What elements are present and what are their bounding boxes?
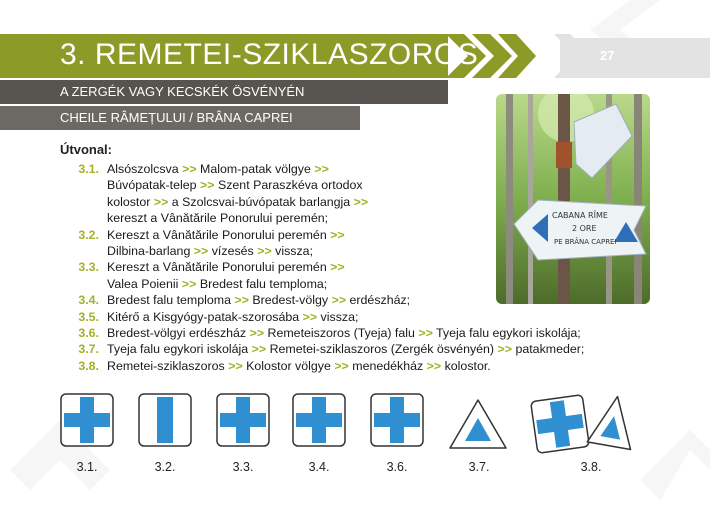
route-line bbox=[107, 161, 686, 177]
marker-blue-cross-icon bbox=[216, 393, 270, 447]
route-item-text bbox=[107, 161, 686, 227]
route-place: Kolostor völgye bbox=[246, 358, 331, 373]
route-place: Bredest falu temploma; bbox=[199, 276, 328, 291]
marker-blue-triangle-icon bbox=[448, 398, 508, 450]
route-item bbox=[66, 309, 686, 325]
route-arrow: >> bbox=[302, 309, 318, 324]
route-line bbox=[107, 341, 686, 357]
photo-sign-line-1: CABANA RÎME bbox=[552, 211, 608, 220]
marker-label: 3.2. bbox=[154, 460, 176, 474]
page-title: 3. REMETEI-SZIKLASZOROS bbox=[60, 38, 479, 71]
route-place: Kereszt a Vânătările Ponorului peremén bbox=[107, 227, 327, 242]
route-place: Alsószolcsva bbox=[107, 162, 179, 176]
route-item bbox=[66, 292, 686, 308]
route-place: Búvópatak-telep bbox=[107, 178, 197, 193]
route-item-number: 3.5. bbox=[78, 309, 99, 324]
route-item bbox=[66, 325, 686, 341]
route-arrow: >> bbox=[251, 342, 267, 357]
route-item-number: 3.1. bbox=[78, 162, 99, 176]
route-line bbox=[107, 210, 686, 226]
route-item bbox=[66, 358, 686, 374]
marker-label: 3.6. bbox=[386, 460, 408, 474]
route-arrow: >> bbox=[353, 194, 369, 209]
route-item bbox=[66, 227, 686, 260]
route-arrow: >> bbox=[228, 358, 243, 373]
route-place: kolostor. bbox=[444, 358, 491, 373]
route-item-number: 3.3. bbox=[78, 260, 99, 275]
route-place: kolostor bbox=[107, 194, 151, 209]
route-line bbox=[107, 325, 686, 341]
route-list bbox=[66, 161, 686, 374]
route-place: erdészház; bbox=[349, 293, 411, 308]
route-arrow: >> bbox=[334, 358, 349, 373]
route-item-number: 3.7. bbox=[78, 342, 99, 357]
marker-blue-cross-icon bbox=[60, 393, 114, 447]
route-place: Bredest falu temploma bbox=[107, 293, 231, 308]
route-place: Bredest-völgy bbox=[252, 293, 329, 308]
route-arrow: >> bbox=[314, 162, 329, 176]
route-line bbox=[107, 177, 686, 193]
marker-label: 3.3. bbox=[232, 460, 254, 474]
route-item-number: 3.2. bbox=[78, 227, 99, 242]
route-heading: Útvonal: bbox=[60, 142, 112, 157]
route-item-number: 3.6. bbox=[78, 326, 99, 341]
route-line bbox=[107, 358, 686, 374]
route-item-text bbox=[107, 358, 686, 374]
route-item-number: 3.8. bbox=[78, 358, 99, 373]
marker-label: 3.8. bbox=[580, 460, 602, 474]
route-place: Remetei-sziklaszoros (Zergék ösvényén) bbox=[269, 342, 495, 357]
route-item-text bbox=[107, 309, 686, 325]
route-place: Kereszt a Vânătările Ponorului peremén bbox=[107, 260, 327, 275]
route-place: Bredest-völgyi erdészház bbox=[107, 326, 247, 341]
route-place: Tyeja falu egykori iskolája; bbox=[436, 326, 581, 341]
route-arrow: >> bbox=[426, 358, 442, 373]
page-number: 27 bbox=[600, 48, 615, 63]
route-place: a Szolcsvai-búvópatak barlangja bbox=[171, 194, 351, 209]
marker-blue-cross-icon bbox=[292, 393, 346, 447]
route-line bbox=[107, 194, 686, 210]
marker-label: 3.4. bbox=[308, 460, 330, 474]
route-place: Remeteiszoros (Tyeja) falu bbox=[267, 326, 415, 341]
route-item bbox=[66, 259, 686, 292]
marker-label: 3.7. bbox=[468, 460, 490, 474]
route-item-text bbox=[107, 259, 686, 292]
route-line bbox=[107, 259, 686, 275]
subtitle-ro: CHEILE RÂMEȚULUI / BRÂNA CAPREI bbox=[60, 110, 293, 125]
route-place: Dilbina-barlang bbox=[107, 244, 191, 259]
route-item-text bbox=[107, 292, 686, 308]
route-arrow: >> bbox=[330, 227, 345, 242]
route-place: kereszt a Vânătările Ponorului peremén; bbox=[107, 211, 329, 226]
route-arrow: >> bbox=[249, 326, 265, 341]
route-place: Szent Paraszkéva ortodox bbox=[217, 178, 363, 193]
route-item-text bbox=[107, 227, 686, 260]
marker-cross-and-triangle-icon bbox=[526, 388, 636, 454]
route-item-text bbox=[107, 341, 686, 357]
route-arrow: >> bbox=[257, 244, 272, 259]
route-item-text bbox=[107, 325, 686, 341]
route-arrow: >> bbox=[193, 244, 209, 259]
route-arrow: >> bbox=[153, 194, 169, 209]
route-place: vissza; bbox=[275, 244, 314, 259]
route-arrow: >> bbox=[182, 162, 197, 176]
photo-sign-line-2: 2 ORE bbox=[572, 224, 597, 233]
route-place: Kitérő a Kisgyógy-patak-szorosába bbox=[107, 309, 300, 324]
route-place: menedékház bbox=[352, 358, 424, 373]
route-arrow: >> bbox=[181, 276, 197, 291]
route-arrow: >> bbox=[234, 293, 249, 308]
route-arrow: >> bbox=[330, 260, 345, 275]
route-arrow: >> bbox=[331, 293, 347, 308]
route-line bbox=[107, 276, 686, 292]
route-line bbox=[107, 227, 686, 243]
route-arrow: >> bbox=[418, 326, 433, 341]
route-item-number: 3.4. bbox=[78, 293, 99, 308]
route-arrow: >> bbox=[497, 342, 512, 357]
route-line bbox=[107, 292, 686, 308]
subtitle-hu: A ZERGÉK VAGY KECSKÉK ÖSVÉNYÉN bbox=[60, 84, 305, 99]
photo-sign-line-3: PE BRÂNA CAPREI bbox=[554, 238, 617, 246]
route-place: Tyeja falu egykori iskolája bbox=[107, 342, 249, 357]
route-place: patakmeder; bbox=[515, 342, 585, 357]
marker-blue-stripe-icon bbox=[138, 393, 192, 447]
route-place: vissza; bbox=[320, 309, 359, 324]
route-item bbox=[66, 341, 686, 357]
route-line bbox=[107, 309, 686, 325]
route-place: vízesés bbox=[211, 244, 254, 259]
route-arrow: >> bbox=[200, 178, 215, 193]
route-place: Remetei-sziklaszoros bbox=[107, 358, 225, 373]
page-number-tab bbox=[560, 38, 710, 78]
route-item bbox=[66, 161, 686, 227]
route-place: Malom-patak völgye bbox=[200, 162, 311, 176]
route-line bbox=[107, 243, 686, 259]
marker-label: 3.1. bbox=[76, 460, 98, 474]
route-place: Valea Poienii bbox=[107, 276, 179, 291]
marker-blue-cross-icon bbox=[370, 393, 424, 447]
